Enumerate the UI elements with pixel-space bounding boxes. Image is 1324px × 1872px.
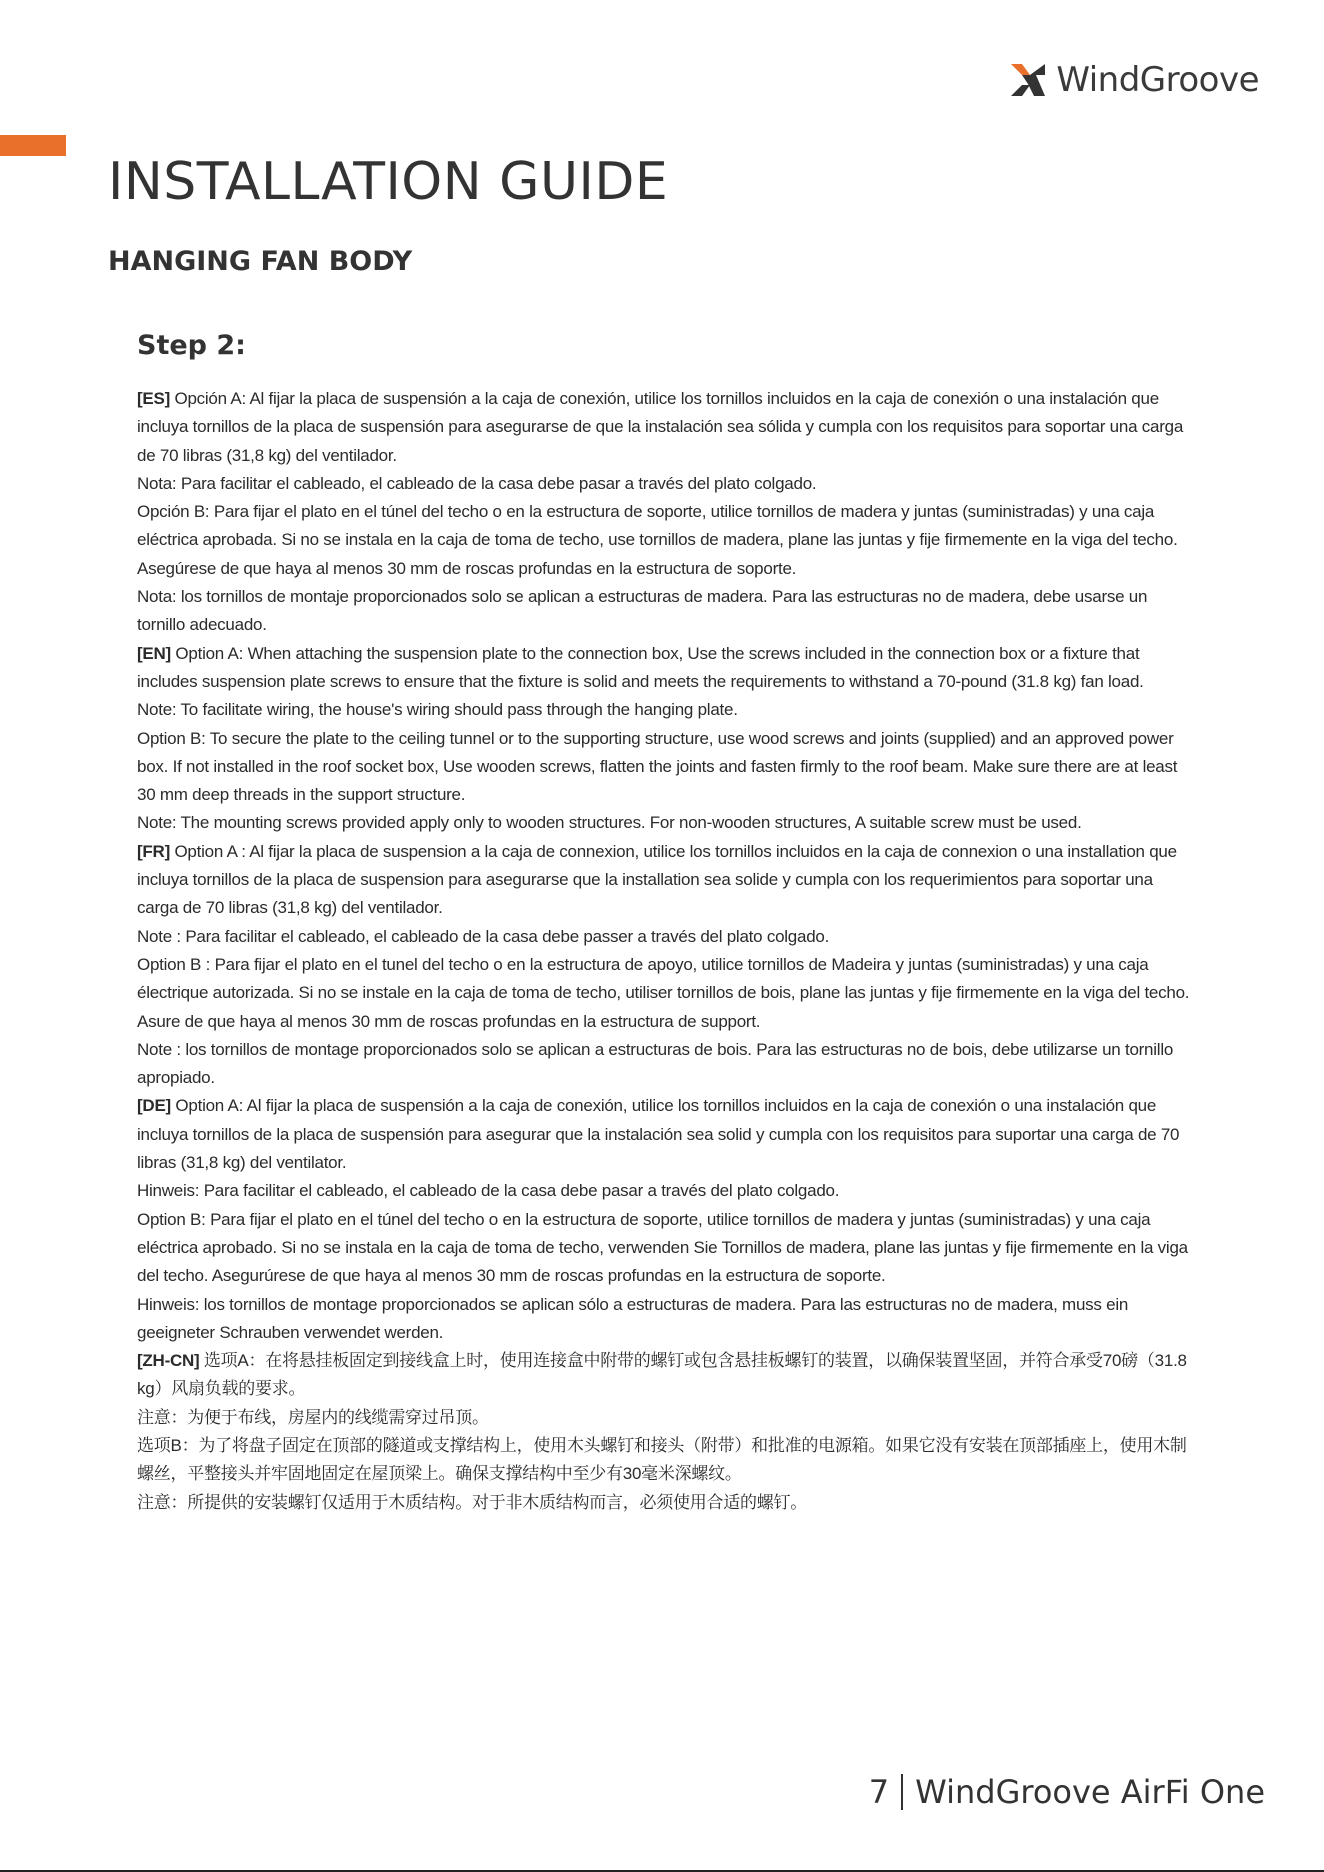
zh-option-a-text: 选项A：在将悬挂板固定到接线盒上时，使用连接盒中附带的螺钉或包含悬挂板螺钉的装置，以确保装置坚固，并符合承受70磅（31.8 kg）风扇负载的要求。	[137, 1351, 1187, 1399]
es-note-2: Nota: los tornillos de montaje proporcionados solo se aplican a estructuras de madera. Para las estructuras no de madera, debe usarse un tornillo adecuado.	[137, 587, 1148, 635]
de-option-a-text: Option A: Al fijar la placa de suspensión a la caja de conexión, utilice los tornillos incluidos en la caja de conexión o una instalación que incluya tornillos de la placa de suspensión para asegurar que la instalación sea solid y cumpla con los requisitos para suportar una carga de 70 libras (31,8 kg) del ventilator.	[137, 1096, 1180, 1173]
es-option-b: Opción B: Para fijar el plato en el túnel del techo o en la estructura de soporte, utilice tornillos de madera y juntas (suministradas) y una caja eléctrica aprobada. Si no se instala en la caja de toma de techo, use tornillos de madera, plane las juntas y fije firmemente en la viga del techo. Asegúrese de que haya al menos 30 mm de roscas profundas en la estructura de soporte.	[137, 502, 1178, 578]
fr-note-2: Note : los tornillos de montage proporcionados solo se aplican a estructuras de bois. Para las estructuras no de bois, debe utilizarse un tornillo apropiado.	[137, 1039, 1174, 1088]
page-title: INSTALLATION GUIDE	[108, 152, 669, 212]
windgroove-logo-icon	[1008, 60, 1048, 100]
instructions-body	[137, 385, 1197, 1517]
page-number: 7	[868, 1773, 890, 1811]
section-subtitle: HANGING FAN BODY	[108, 246, 413, 277]
en-note-2: Note: The mounting screws provided apply only to wooden structures. For non-wooden structures, A suitable screw must be used.	[137, 813, 1082, 833]
footer-divider	[901, 1774, 903, 1810]
fr-option-a	[137, 838, 1197, 923]
lang-tag-zh: [ZH-CN]	[137, 1351, 200, 1371]
de-note-2: Hinweis: los tornillos de montage proporcionados se aplican sólo a estructuras de madera. Para las estructuras no de madera, muss ein geeigneter Schrauben verwendet werden.	[137, 1294, 1129, 1342]
step-heading: Step 2:	[137, 330, 246, 361]
en-option-b: Option B: To secure the plate to the ceiling tunnel or to the supporting structure, use wood screws and joints (supplied) and an approved power box. If not installed in the roof socket box, Use wooden screws, flatten the joints and fasten firmly to the roof beam. Make sure there are at least 30 mm deep threads in the support structure.	[137, 728, 1178, 805]
lang-tag-de: [DE]	[137, 1096, 171, 1116]
de-option-a	[137, 1092, 1197, 1177]
lang-tag-fr: [FR]	[137, 841, 170, 861]
de-note-1: Hinweis: Para facilitar el cableado, el cableado de la casa debe pasar a través del plato colgado.	[137, 1181, 840, 1201]
accent-bar	[0, 135, 66, 156]
en-option-a	[137, 640, 1197, 697]
fr-note-1: Note : Para facilitar el cableado, el cableado de la casa debe passer a través del plato colgado.	[137, 926, 830, 946]
lang-tag-es: [ES]	[137, 389, 170, 408]
de-option-b: Option B: Para fijar el plato en el túnel del techo o en la estructura de soporte, utilice tornillos de madera y juntas (suministradas) y una caja eléctrica aprobado. Si no se instala en la caja de toma de techo, verwenden Sie Tornillos de madera, plane las juntas y fije firmemente en la viga del techo. Asegurúrese de que haya al menos 30 mm de roscas profundas en la estructura de soporte.	[137, 1209, 1188, 1286]
zh-note-2: 注意：所提供的安装螺钉仅适用于木质结构。对于非木质结构而言，必须使用合适的螺钉。	[137, 1492, 807, 1512]
product-name: WindGroove AirFi One	[915, 1773, 1265, 1811]
zh-option-a	[137, 1347, 1197, 1404]
en-note-1: Note: To facilitate wiring, the house's wiring should pass through the hanging plate.	[137, 700, 738, 720]
fr-option-b: Option B : Para fijar el plato en el tunel del techo o en la estructura de apoyo, utilice tornillos de Madeira y juntas (suministradas) y una caja électrique autorizada. Si no se instale en la caja de toma de techo, utiliser tornillos de bois, plane las juntas y fije firmemente en la viga del techo. Asure de que haya al menos 30 mm de roscas profundas en la estructura de support.	[137, 954, 1190, 1031]
es-option-a-text: Opción A: Al fijar la placa de suspensión a la caja de conexión, utilice los tornillos incluidos en la caja de conexión o una instalación que incluya tornillos de la placa de suspensión para asegurarse de que la instalación sea sólida y cumpla con los requisitos para soportar una carga de 70 libras (31,8 kg) del ventilador.	[137, 389, 1184, 465]
es-option-a	[137, 385, 1197, 470]
en-option-a-text: Option A: When attaching the suspension plate to the connection box, Use the screws included in the connection box or a fixture that includes suspension plate screws to ensure that the fixture is solid and meets the requirements to withstand a 70-pound (31.8 kg) fan load.	[137, 643, 1144, 691]
zh-note-1: 注意：为便于布线，房屋内的线缆需穿过吊顶。	[137, 1407, 489, 1427]
page-footer	[869, 1773, 1265, 1811]
fr-option-a-text: Option A : Al fijar la placa de suspension a la caja de connexion, utilice los tornillos incluidos en la caja de connexion o una installation que incluya tornillos de la placa de suspension para asegurarse que la installation sea solide y cumpla con los requerimientos para soportar una carga de 70 libras (31,8 kg) del ventilador.	[137, 841, 1177, 918]
es-note-1: Nota: Para facilitar el cableado, el cableado de la casa debe pasar a través del plato colgado.	[137, 473, 817, 493]
brand-logo	[1008, 60, 1259, 100]
zh-option-b: 选项B：为了将盘子固定在顶部的隧道或支撑结构上，使用木头螺钉和接头（附带）和批准的电源箱。如果它没有安装在顶部插座上，使用木制螺丝，平整接头并牢固地固定在屋顶梁上。确保支撑结构中至少有30毫米深螺纹。	[137, 1435, 1187, 1484]
brand-name: WindGroove	[1056, 60, 1259, 100]
lang-tag-en: [EN]	[137, 643, 171, 663]
